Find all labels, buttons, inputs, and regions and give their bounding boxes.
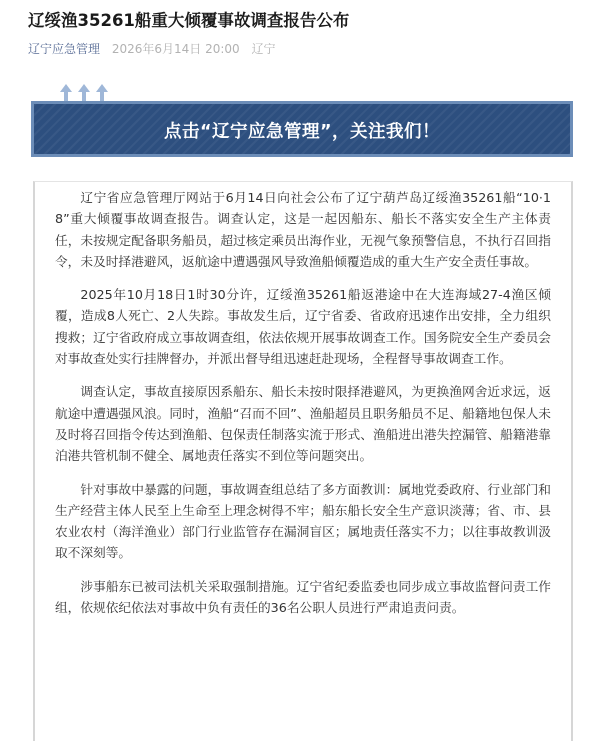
article-paragraph: 2025年10月18日1时30分许，辽绥渔35261船返港途中在大连海域27-4渔区倾覆，造成8人死亡、2人失踪。事故发生后，辽宁省委、省政府迅速作出安排，全力组织搜救；辽宁省政府成立事故调查组，依法依规开展事故调查工作。国务院安全生产委员会对事故查处实行挂牌督办，并派出督导组迅速赶赴现场，全程督导事故调查工作。 [55, 287, 551, 367]
article-paragraph: 辽宁省应急管理厅网站于6月14日向社会公布了辽宁葫芦岛辽绥渔35261船“10·18”重大倾覆事故调查报告。调查认定，这是一起因船东、船长不落实安全生产主体责任，未按规定配备职务船员，超过核定乘员出海作业，无视气象预警信息，不执行召回指令，未及时择港避风，返航途中遭遇强风导致渔船倾覆造成的重大生产安全责任事故。 [55, 190, 551, 269]
account-name-link[interactable]: 辽宁应急管理 [28, 42, 101, 56]
article-meta [28, 40, 276, 58]
follow-banner[interactable] [31, 101, 573, 157]
article-body [33, 181, 573, 741]
article-paragraph: 涉事船东已被司法机关采取强制措施。辽宁省纪委监委也同步成立事故监督问责工作组，依规依纪依法对事故中负有责任的36名公职人员进行严肃追责问责。 [55, 578, 551, 616]
article-paragraph: 针对事故中暴露的问题，事故调查组总结了多方面教训：属地党委政府、行业部门和生产经营主体人民至上生命至上理念树得不牢；船东船长安全生产意识淡薄；省、市、县农业农村（海洋渔业）部门行业监管存在漏洞盲区；属地责任落实不力；以往事故教训汲取不深刻等。 [55, 481, 551, 561]
publish-date: 2026年6月14日 20:00 [111, 42, 240, 56]
article-paragraph: 调查认定，事故直接原因系船东、船长未按时限择港避风，为更换渔网舍近求远，返航途中遭遇强风浪。同时，渔船“召而不回”、渔船超员且职务船员不足、船籍地包保人未及时将召回指令传达到渔船、包保责任制落实流于形式、渔船进出港失控漏管、船籍港靠泊港共管机制不健全、属地责任落实不到位等问题突出。 [55, 384, 551, 464]
follow-banner-text: 点击“辽宁应急管理”，关注我们！ [163, 122, 440, 142]
article-title: 辽绥渔35261船重大倾覆事故调查报告公布 [28, 11, 350, 30]
publish-location: 辽宁 [251, 42, 276, 56]
